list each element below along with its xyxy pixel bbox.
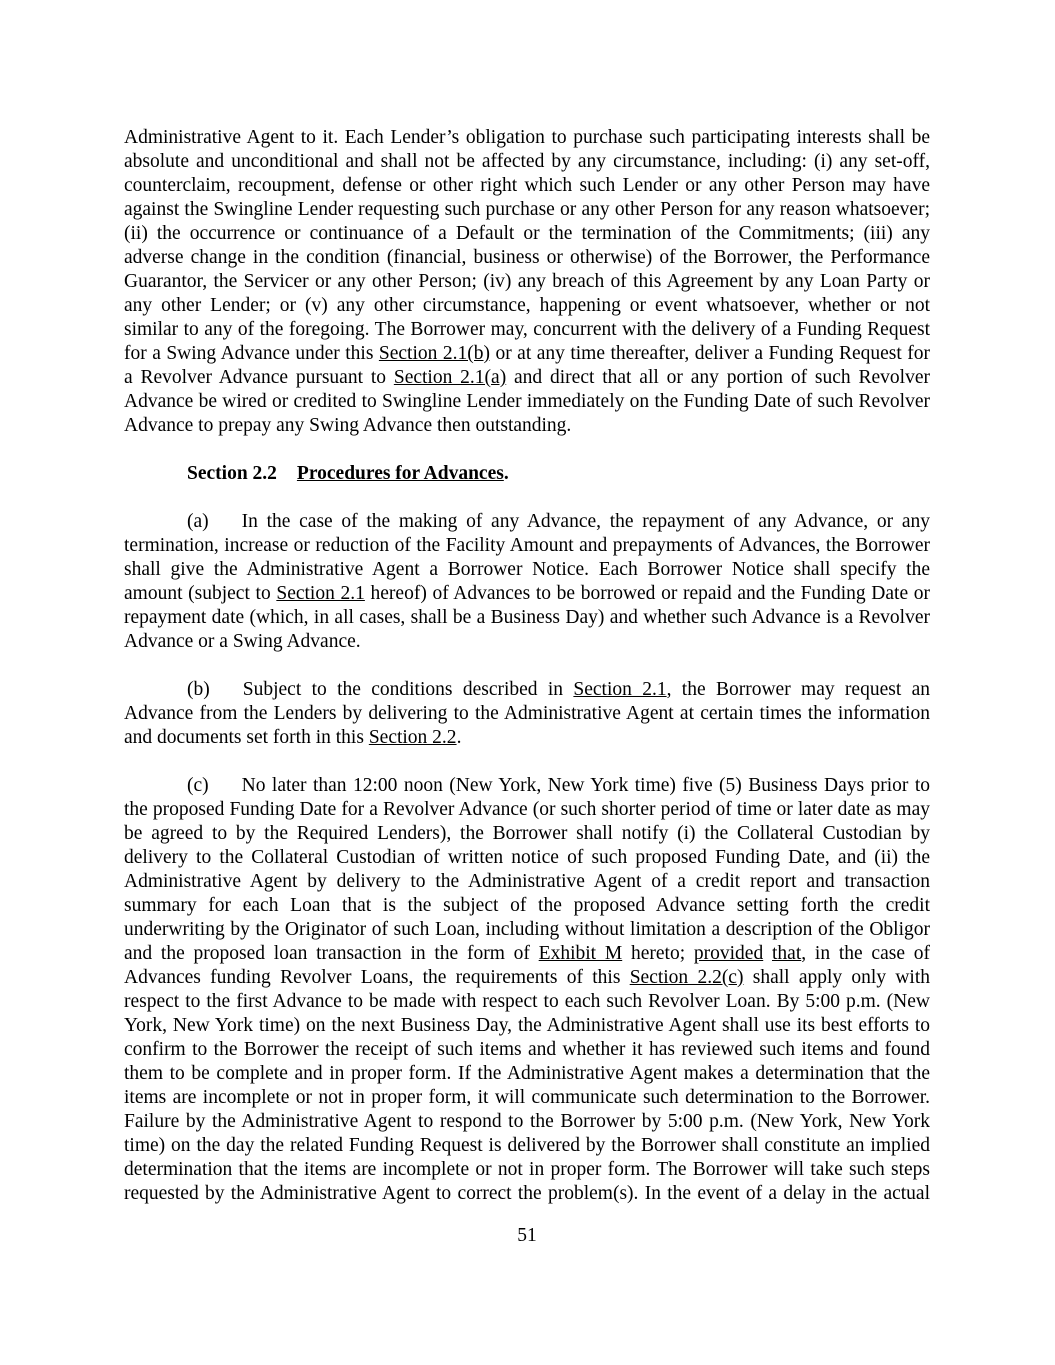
paragraph-c (124, 774, 930, 1206)
text-segment: hereof) of Advances to be borrowed or repaid and the Funding Date or repayment date (which, in all cases, shall be a Business Day) and whether such Advance is a Revolver Advance or a Swing Advance. (124, 583, 930, 652)
section-title: Procedures for Advances (296, 463, 504, 484)
section-2-2-c-reference: Section 2.2(c) (629, 967, 744, 988)
section-number: Section 2.2 (187, 463, 277, 484)
page-number: 51 (517, 1225, 537, 1246)
text-segment: Administrative Agent to it. Each Lender’s obligation to purchase such participating interests shall be absolute and unconditional and shall not be affected by any circumstance, including: (i) any set-off, counterclaim, recoupment, defense or other right which such Lender or any other Person may have against the Swingline Lender requesting such purchase or any other Person for any reason whatsoever; (ii) the occurrence or continuance of a Default or the termination of the Commitments; (iii) any adverse change in the condition (financial, business or otherwise) of the Borrower, the Performance Guarantor, the Servicer or any other Person; (iv) any breach of this Agreement by any Loan Party or any other Lender; or (v) any other circumstance, happening or event whatsoever, whether or not similar to any of the foregoing. The Borrower may, concurrent with the delivery of a Funding Request for a Swing Advance under this (124, 127, 930, 364)
section-2-2-heading (124, 462, 930, 486)
section-2-2-reference: Section 2.2 (368, 727, 457, 748)
section-2-1-a-reference: Section 2.1(a) (393, 367, 507, 388)
paragraph-b (124, 678, 930, 750)
text-segment: No later than 12:00 noon (New York, New York time) five (5) Business Days prior to the proposed Funding Date for a Revolver Advance (or such shorter period of time or later date as may be agreed to by the Required Lenders), the Borrower shall notify (i) the Collateral Custodian by delivery to the Collateral Custodian of written notice of such proposed Funding Date, and (ii) the Administrative Agent by delivery to the Administrative Agent of a credit report and transaction summary for each Loan that is the subject of the proposed Advance setting forth the credit underwriting by the Originator of such Loan, including without limitation a description of the Obligor and the proposed loan transaction in the form of (124, 775, 930, 964)
text-segment: or at any time thereafter, deliver a Funding Request for a Revolver Advance pursuant to (124, 343, 930, 388)
text-segment: Subject to the conditions described in (242, 679, 574, 700)
provided-that-proviso: that (772, 943, 802, 964)
text-segment: shall apply only with respect to the first Advance to be made with respect to each such Revolver Loan. By 5:00 p.m. (New York, New York time) on the next Business Day, the Administrative Agent shall use its best efforts to confirm to the Borrower the receipt of such items and whether it has reviewed such items and found them to be complete and in proper form. If the Administrative Agent makes a determination that the items are incomplete or not in proper form, it will communicate such determination to the Borrower. Failure by the Administrative Agent to respond to the Borrower by 5:00 p.m. (New York, New York time) on the day the related Funding Request is delivered by the Borrower shall constitute an implied determination that the items are incomplete or not in proper form. The Borrower will take such steps requested by the Administrative Agent to correct the problem(s). In the event of a delay in the actual (124, 967, 930, 1204)
section-2-1-reference: Section 2.1 (276, 583, 365, 604)
text-segment: . (456, 727, 462, 748)
text-segment: . (503, 463, 509, 484)
text-segment: hereto; (622, 943, 694, 964)
text-segment: In the case of the making of any Advance, the repayment of any Advance, or any termination, increase or reduction of the Facility Amount and prepayments of Advances, the Borrower shall give the Administrative Agent a Borrower Notice. Each Borrower Notice shall specify the amount (subject to (124, 511, 930, 604)
provided-that-proviso: provided (693, 943, 764, 964)
text-segment: , the Borrower may request an Advance from the Lenders by delivering to the Administrative Agent at certain times the information and documents set forth in this (124, 679, 930, 748)
section-2-1-b-reference: Section 2.1(b) (378, 343, 490, 364)
exhibit-m-reference: Exhibit M (538, 943, 623, 964)
text-segment: and direct that all or any portion of such Revolver Advance be wired or credited to Swingline Lender immediately on the Funding Date of such Revolver Advance to prepay any Swing Advance then outstanding. (124, 367, 930, 436)
section-2-1-reference: Section 2.1 (573, 679, 667, 700)
text-segment: , in the case of Advances funding Revolver Loans, the requirements of this (124, 943, 930, 988)
list-label-a: (a) (187, 511, 209, 532)
paragraph-a (124, 510, 930, 654)
text-segment (763, 943, 772, 964)
list-label-c: (c) (187, 775, 209, 796)
list-label-b: (b) (187, 679, 210, 700)
paragraph-continuation (124, 126, 930, 438)
